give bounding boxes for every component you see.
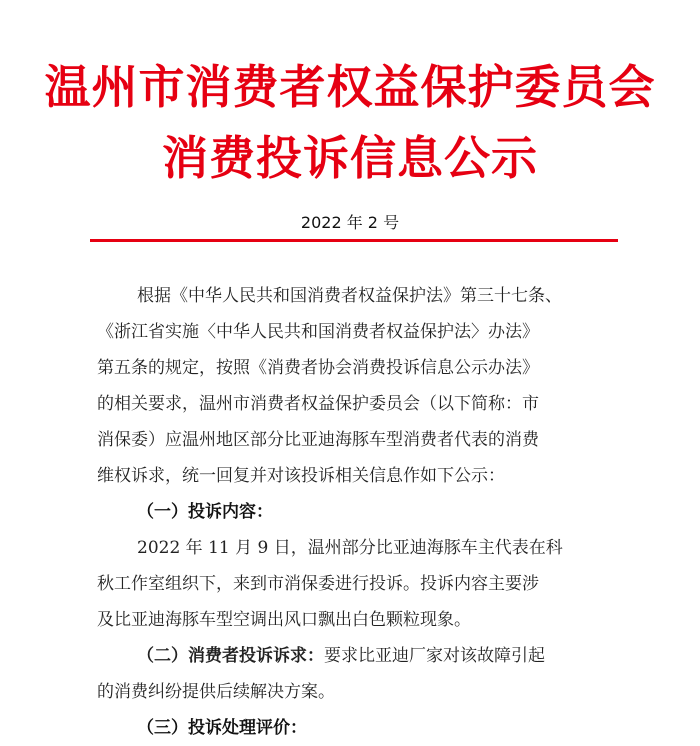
section-heading-complaint-demand: （二）消费者投诉诉求： [137,646,324,666]
issue-number: 2022 年 2 号 [300,213,400,232]
document-body [97,278,617,746]
paragraph-line: 第五条的规定，按照《消费者协会消费投诉信息公示办法》 [97,358,539,378]
header-divider [90,239,618,242]
document-title-line-1: 温州市消费者权益保护委员会 [44,60,656,114]
section-heading-complaint-content: （一）投诉内容： [137,502,273,522]
paragraph-line: 的相关要求，温州市消费者权益保护委员会（以下简称：市 [97,394,539,414]
paragraph-line: 《浙江省实施〈中华人民共和国消费者权益保护法〉办法》 [97,322,539,342]
paragraph-line: 及比亚迪海豚车型空调出风口飘出白色颗粒现象。 [97,610,471,630]
paragraph-line: 2022 年 11 月 9 日，温州部分比亚迪海豚车主代表在科 [137,538,563,558]
document-title-line-2: 消费投诉信息公示 [162,131,538,185]
paragraph-line: 的消费纠纷提供后续解决方案。 [97,682,335,702]
paragraph-line: 根据《中华人民共和国消费者权益保护法》第三十七条、 [137,286,562,306]
paragraph-line: 秋工作室组织下，来到市消保委进行投诉。投诉内容主要涉 [97,574,539,594]
section-complaint-demand [97,638,617,674]
paragraph-line: 消保委）应温州地区部分比亚迪海豚车型消费者代表的消费 [97,430,539,450]
paragraph-inline-text: 要求比亚迪厂家对该故障引起 [324,646,545,666]
section-heading-complaint-evaluation: （三）投诉处理评价： [137,718,307,738]
paragraph-line: 维权诉求，统一回复并对该投诉相关信息作如下公示： [97,466,505,486]
